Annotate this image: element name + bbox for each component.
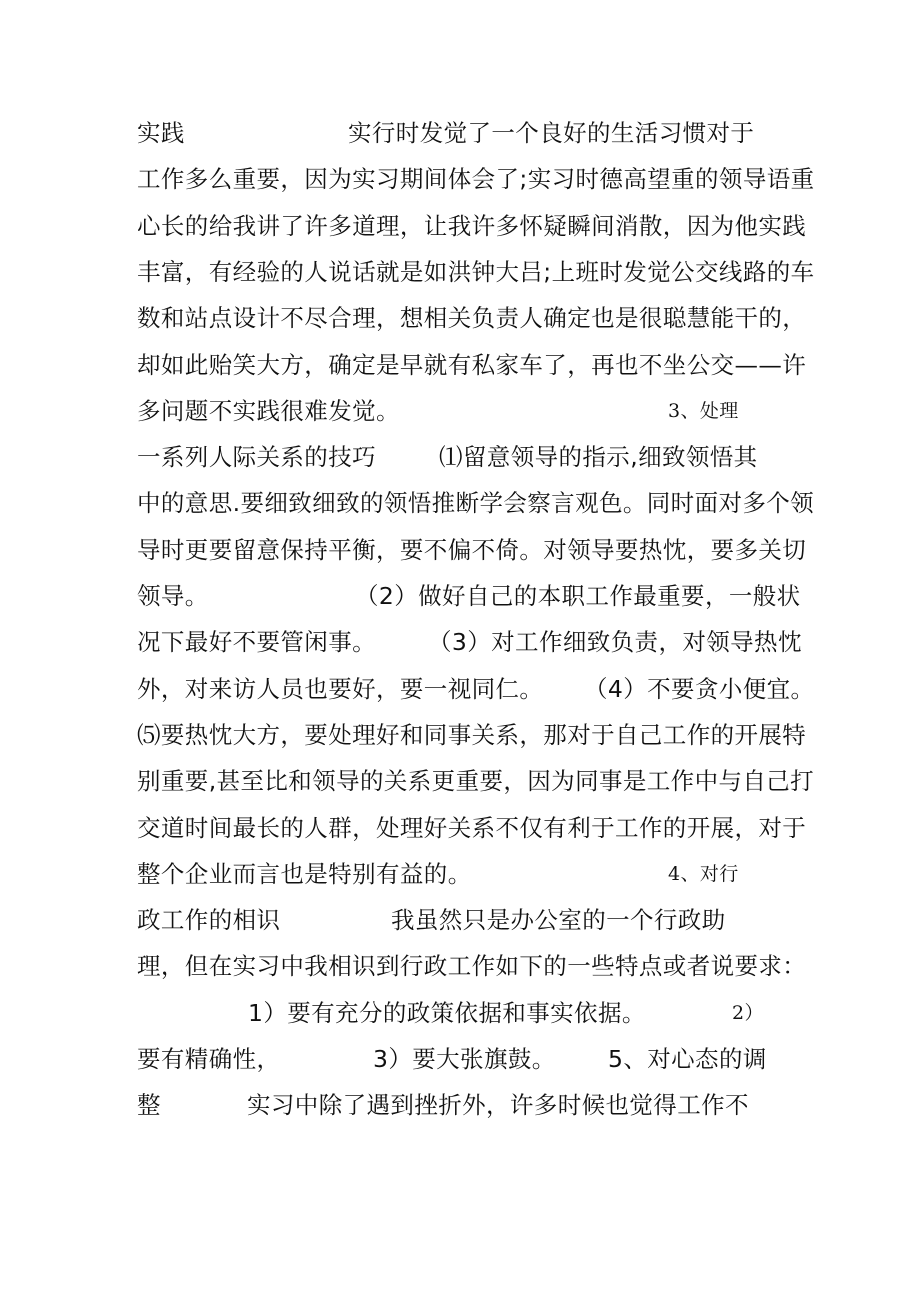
text-segment: 别重要,甚至比和领导的关系更重要，因为同事是工作中与自己打 (137, 767, 815, 796)
text-line (0, 1080, 920, 1130)
text-line (0, 340, 920, 390)
text-segment: 实行时发觉了一个良好的生活习惯对于 (348, 119, 755, 147)
text-segment: 领导。 (137, 582, 209, 610)
text-segment: 外，对来访人员也要好，要一视同仁。 (137, 674, 544, 703)
text-segment: 要有精确性， (137, 1045, 281, 1073)
text-segment: 我虽然只是办公室的一个行政助 (391, 906, 726, 935)
text-line (0, 988, 920, 1038)
text-line (0, 154, 920, 204)
text-segment: 3、处理 (668, 399, 739, 422)
text-segment: 1）要有充分的政策依据和事实依据。 (248, 998, 646, 1027)
text-line (0, 617, 920, 667)
text-line (0, 1034, 920, 1084)
text-line (0, 756, 920, 806)
text-line (0, 803, 920, 853)
text-line (0, 201, 920, 251)
text-segment: 多问题不实践很难发觉。 (137, 396, 400, 425)
text-segment: 2） (732, 1001, 764, 1024)
text-line (0, 849, 920, 899)
text-line (0, 478, 920, 528)
text-segment: 一系列人际关系的技巧 (137, 443, 376, 472)
text-segment: 实习中除了遇到挫折外，许多时候也觉得工作不 (247, 1091, 749, 1120)
text-line (0, 293, 920, 343)
text-line (0, 108, 920, 158)
text-segment: 5、对心态的调 (608, 1045, 767, 1073)
text-line (0, 895, 920, 945)
text-segment: ⑸要热忱大方，要处理好和同事关系，那对于自己工作的开展特 (137, 720, 807, 749)
text-segment: （4）不要贪小便宜。 (584, 674, 815, 703)
text-segment: （2）做好自己的本职工作最重要，一般状 (355, 582, 801, 610)
text-segment: 4、对行 (668, 862, 739, 885)
text-line (0, 525, 920, 575)
text-line (0, 386, 920, 436)
text-segment: 导时更要留意保持平衡，要不偏不倚。对领导要热忱，要多关切 (137, 535, 807, 564)
text-line (0, 710, 920, 760)
text-line (0, 432, 920, 482)
text-line (0, 247, 920, 297)
text-segment: 丰富，有经验的人说话就是如洪钟大吕;上班时发觉公交线路的车 (137, 257, 815, 286)
text-segment: 工作多么重要，因为实习期间体会了;实习时德高望重的领导语重 (137, 165, 815, 194)
text-segment: 整 (137, 1091, 161, 1120)
text-line (0, 571, 920, 621)
text-segment: 3）要大张旗鼓。 (373, 1045, 556, 1073)
text-segment: 况下最好不要管闲事。 (137, 628, 376, 657)
text-segment: 中的意思.要细致细致的领悟推断学会察言观色。同时面对多个领 (137, 489, 815, 518)
text-segment: 政工作的相识 (137, 906, 281, 935)
text-segment: 却如此贻笑大方，确定是早就有私家车了，再也不坐公交——许 (137, 350, 807, 379)
text-segment: 数和站点设计不尽合理，想相关负责人确定也是很聪慧能干的， (137, 304, 807, 333)
text-segment: 心长的给我讲了许多道理，让我许多怀疑瞬间消散，因为他实践 (137, 211, 807, 240)
text-segment: （3）对工作细致负责，对领导热忱 (428, 628, 802, 657)
text-line (0, 941, 920, 991)
text-line (0, 664, 920, 714)
text-segment: 整个企业而言也是特别有益的。 (137, 859, 472, 888)
text-segment: ⑴留意领导的指示,细致领悟其 (439, 443, 758, 472)
text-segment: 交道时间最长的人群，处理好关系不仅有利于工作的开展，对于 (137, 813, 807, 842)
text-segment: 实践 (137, 119, 185, 147)
text-segment: 理，但在实习中我相识到行政工作如下的一些特点或者说要求： (137, 952, 807, 981)
